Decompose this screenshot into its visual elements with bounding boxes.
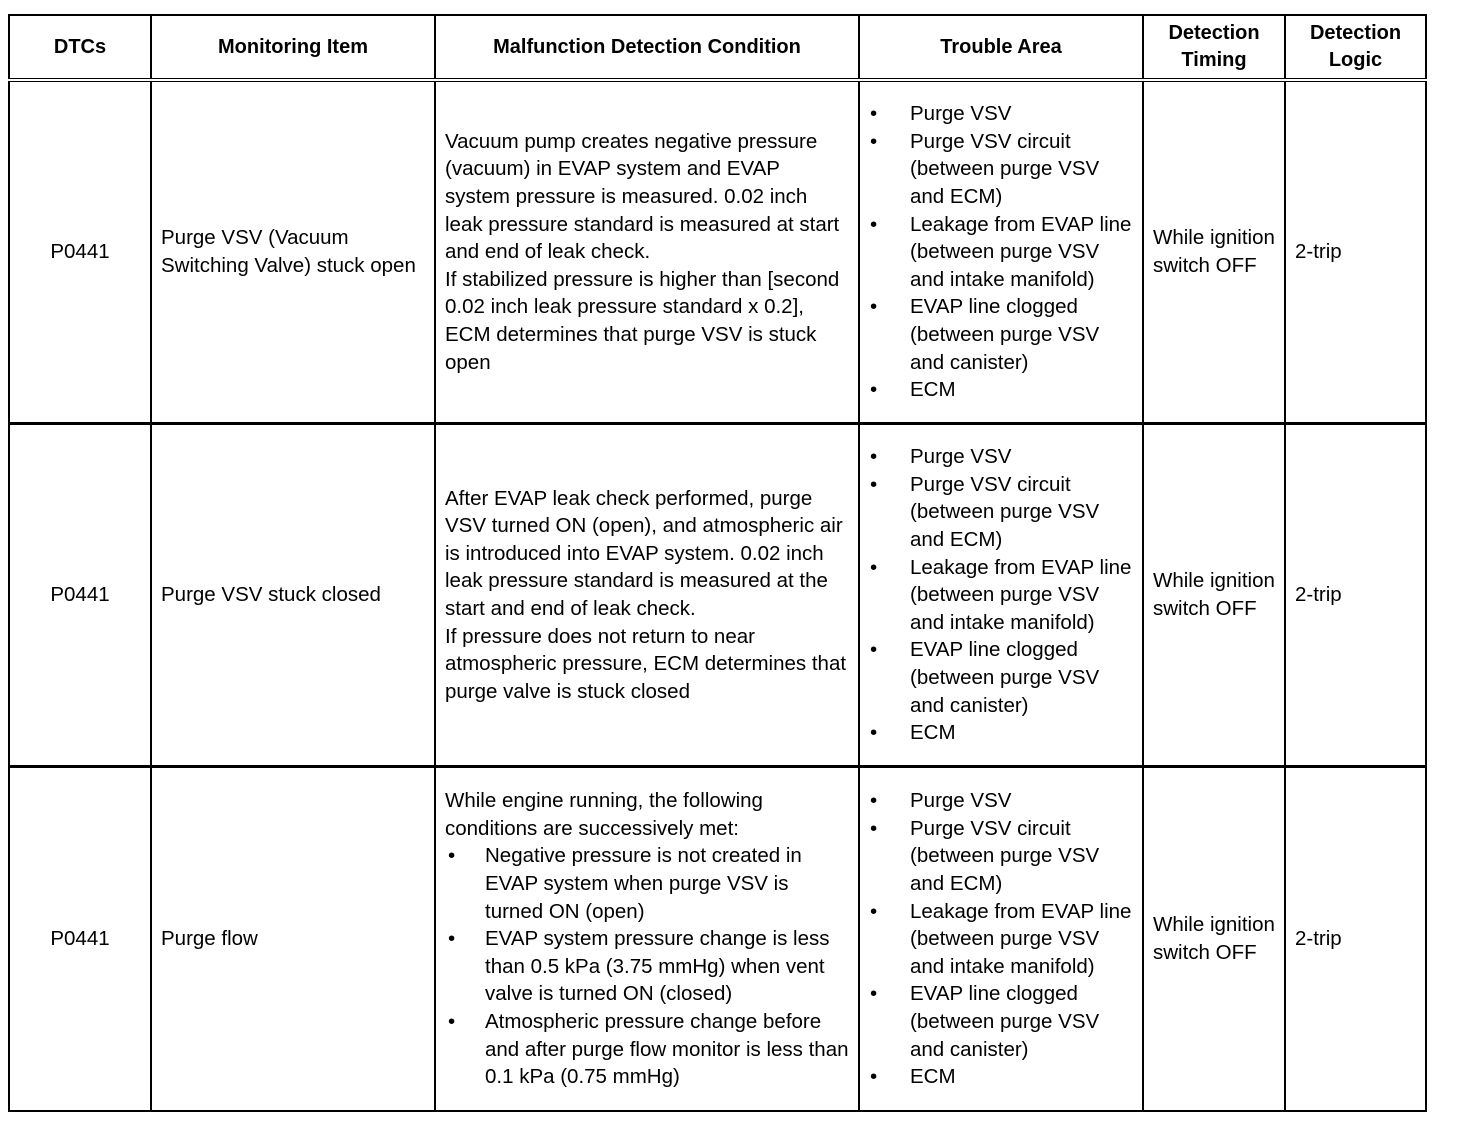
trouble-area-item: • ECM xyxy=(869,376,1133,404)
detection-logic: 2-trip xyxy=(1285,424,1426,767)
trouble-area-item: • Purge VSV xyxy=(869,443,1133,471)
condition-item: • Atmospheric pressure change before and after purge flow monitor is less than 0.1 kPa (0.75 mmHg) xyxy=(445,1008,849,1091)
trouble-area xyxy=(859,80,1143,424)
table-row xyxy=(9,80,1426,424)
trouble-area-list xyxy=(869,787,1133,1091)
detection-logic: 2-trip xyxy=(1285,767,1426,1112)
trouble-area-item: • ECM xyxy=(869,719,1133,747)
trouble-area xyxy=(859,767,1143,1112)
table-row xyxy=(9,424,1426,767)
trouble-area-item: • Purge VSV circuit (between purge VSV and ECM) xyxy=(869,128,1133,211)
trouble-area-item: • EVAP line clogged (between purge VSV and canister) xyxy=(869,636,1133,719)
trouble-area-item: • EVAP line clogged (between purge VSV and canister) xyxy=(869,980,1133,1063)
dtc-code: P0441 xyxy=(9,767,151,1112)
condition-line: Vacuum pump creates negative pressure (vacuum) in EVAP system and EVAP system pressure is measured. 0.02 inch leak pressure standard is measured at start and end of leak check. xyxy=(445,129,840,264)
condition-item: • EVAP system pressure change is less than 0.5 kPa (3.75 mmHg) when vent valve is turned ON (closed) xyxy=(445,925,849,1008)
header-detection-logic: Detection Logic xyxy=(1285,15,1426,80)
header-dtcs: DTCs xyxy=(9,15,151,80)
condition-line: After EVAP leak check performed, purge VSV turned ON (open), and atmospheric air is introduced into EVAP system. 0.02 inch leak pressure standard is measured at the start and end of leak check. xyxy=(445,486,843,620)
trouble-area-item: • Leakage from EVAP line (between purge VSV and intake manifold) xyxy=(869,211,1133,294)
trouble-area xyxy=(859,424,1143,767)
condition-list xyxy=(445,842,849,1090)
trouble-area-item: • Leakage from EVAP line (between purge VSV and intake manifold) xyxy=(869,898,1133,981)
condition-line: If stabilized pressure is higher than [second 0.02 inch leak pressure standard x 0.2], ECM determines that purge VSV is stuck open xyxy=(445,267,840,374)
condition-line: If pressure does not return to near atmospheric pressure, ECM determines that purge valve is stuck closed xyxy=(445,624,847,703)
header-row xyxy=(9,15,1426,80)
trouble-area-item: • ECM xyxy=(869,1063,1133,1091)
malfunction-condition xyxy=(435,767,859,1112)
malfunction-condition xyxy=(435,80,859,424)
detection-timing: While ignition switch OFF xyxy=(1143,80,1285,424)
trouble-area-list xyxy=(869,443,1133,747)
dtc-table xyxy=(8,14,1427,1112)
trouble-area-item: • Leakage from EVAP line (between purge VSV and intake manifold) xyxy=(869,554,1133,637)
trouble-area-item: • Purge VSV xyxy=(869,787,1133,815)
detection-timing: While ignition switch OFF xyxy=(1143,424,1285,767)
monitoring-item: Purge flow xyxy=(151,767,435,1112)
dtc-code: P0441 xyxy=(9,80,151,424)
condition-intro: While engine running, the following conditions are successively met: xyxy=(445,789,763,840)
trouble-area-item: • EVAP line clogged (between purge VSV and canister) xyxy=(869,293,1133,376)
header-malfunction-condition: Malfunction Detection Condition xyxy=(435,15,859,80)
condition-item: • Negative pressure is not created in EVAP system when purge VSV is turned ON (open) xyxy=(445,842,849,925)
table-row xyxy=(9,767,1426,1112)
trouble-area-item: • Purge VSV xyxy=(869,100,1133,128)
header-monitoring-item: Monitoring Item xyxy=(151,15,435,80)
monitoring-item: Purge VSV stuck closed xyxy=(151,424,435,767)
detection-timing: While ignition switch OFF xyxy=(1143,767,1285,1112)
header-detection-timing: Detection Timing xyxy=(1143,15,1285,80)
trouble-area-item: • Purge VSV circuit (between purge VSV and ECM) xyxy=(869,815,1133,898)
monitoring-item: Purge VSV (Vacuum Switching Valve) stuck open xyxy=(151,80,435,424)
trouble-area-item: • Purge VSV circuit (between purge VSV and ECM) xyxy=(869,471,1133,554)
dtc-code: P0441 xyxy=(9,424,151,767)
header-trouble-area: Trouble Area xyxy=(859,15,1143,80)
malfunction-condition xyxy=(435,424,859,767)
trouble-area-list xyxy=(869,100,1133,404)
detection-logic: 2-trip xyxy=(1285,80,1426,424)
